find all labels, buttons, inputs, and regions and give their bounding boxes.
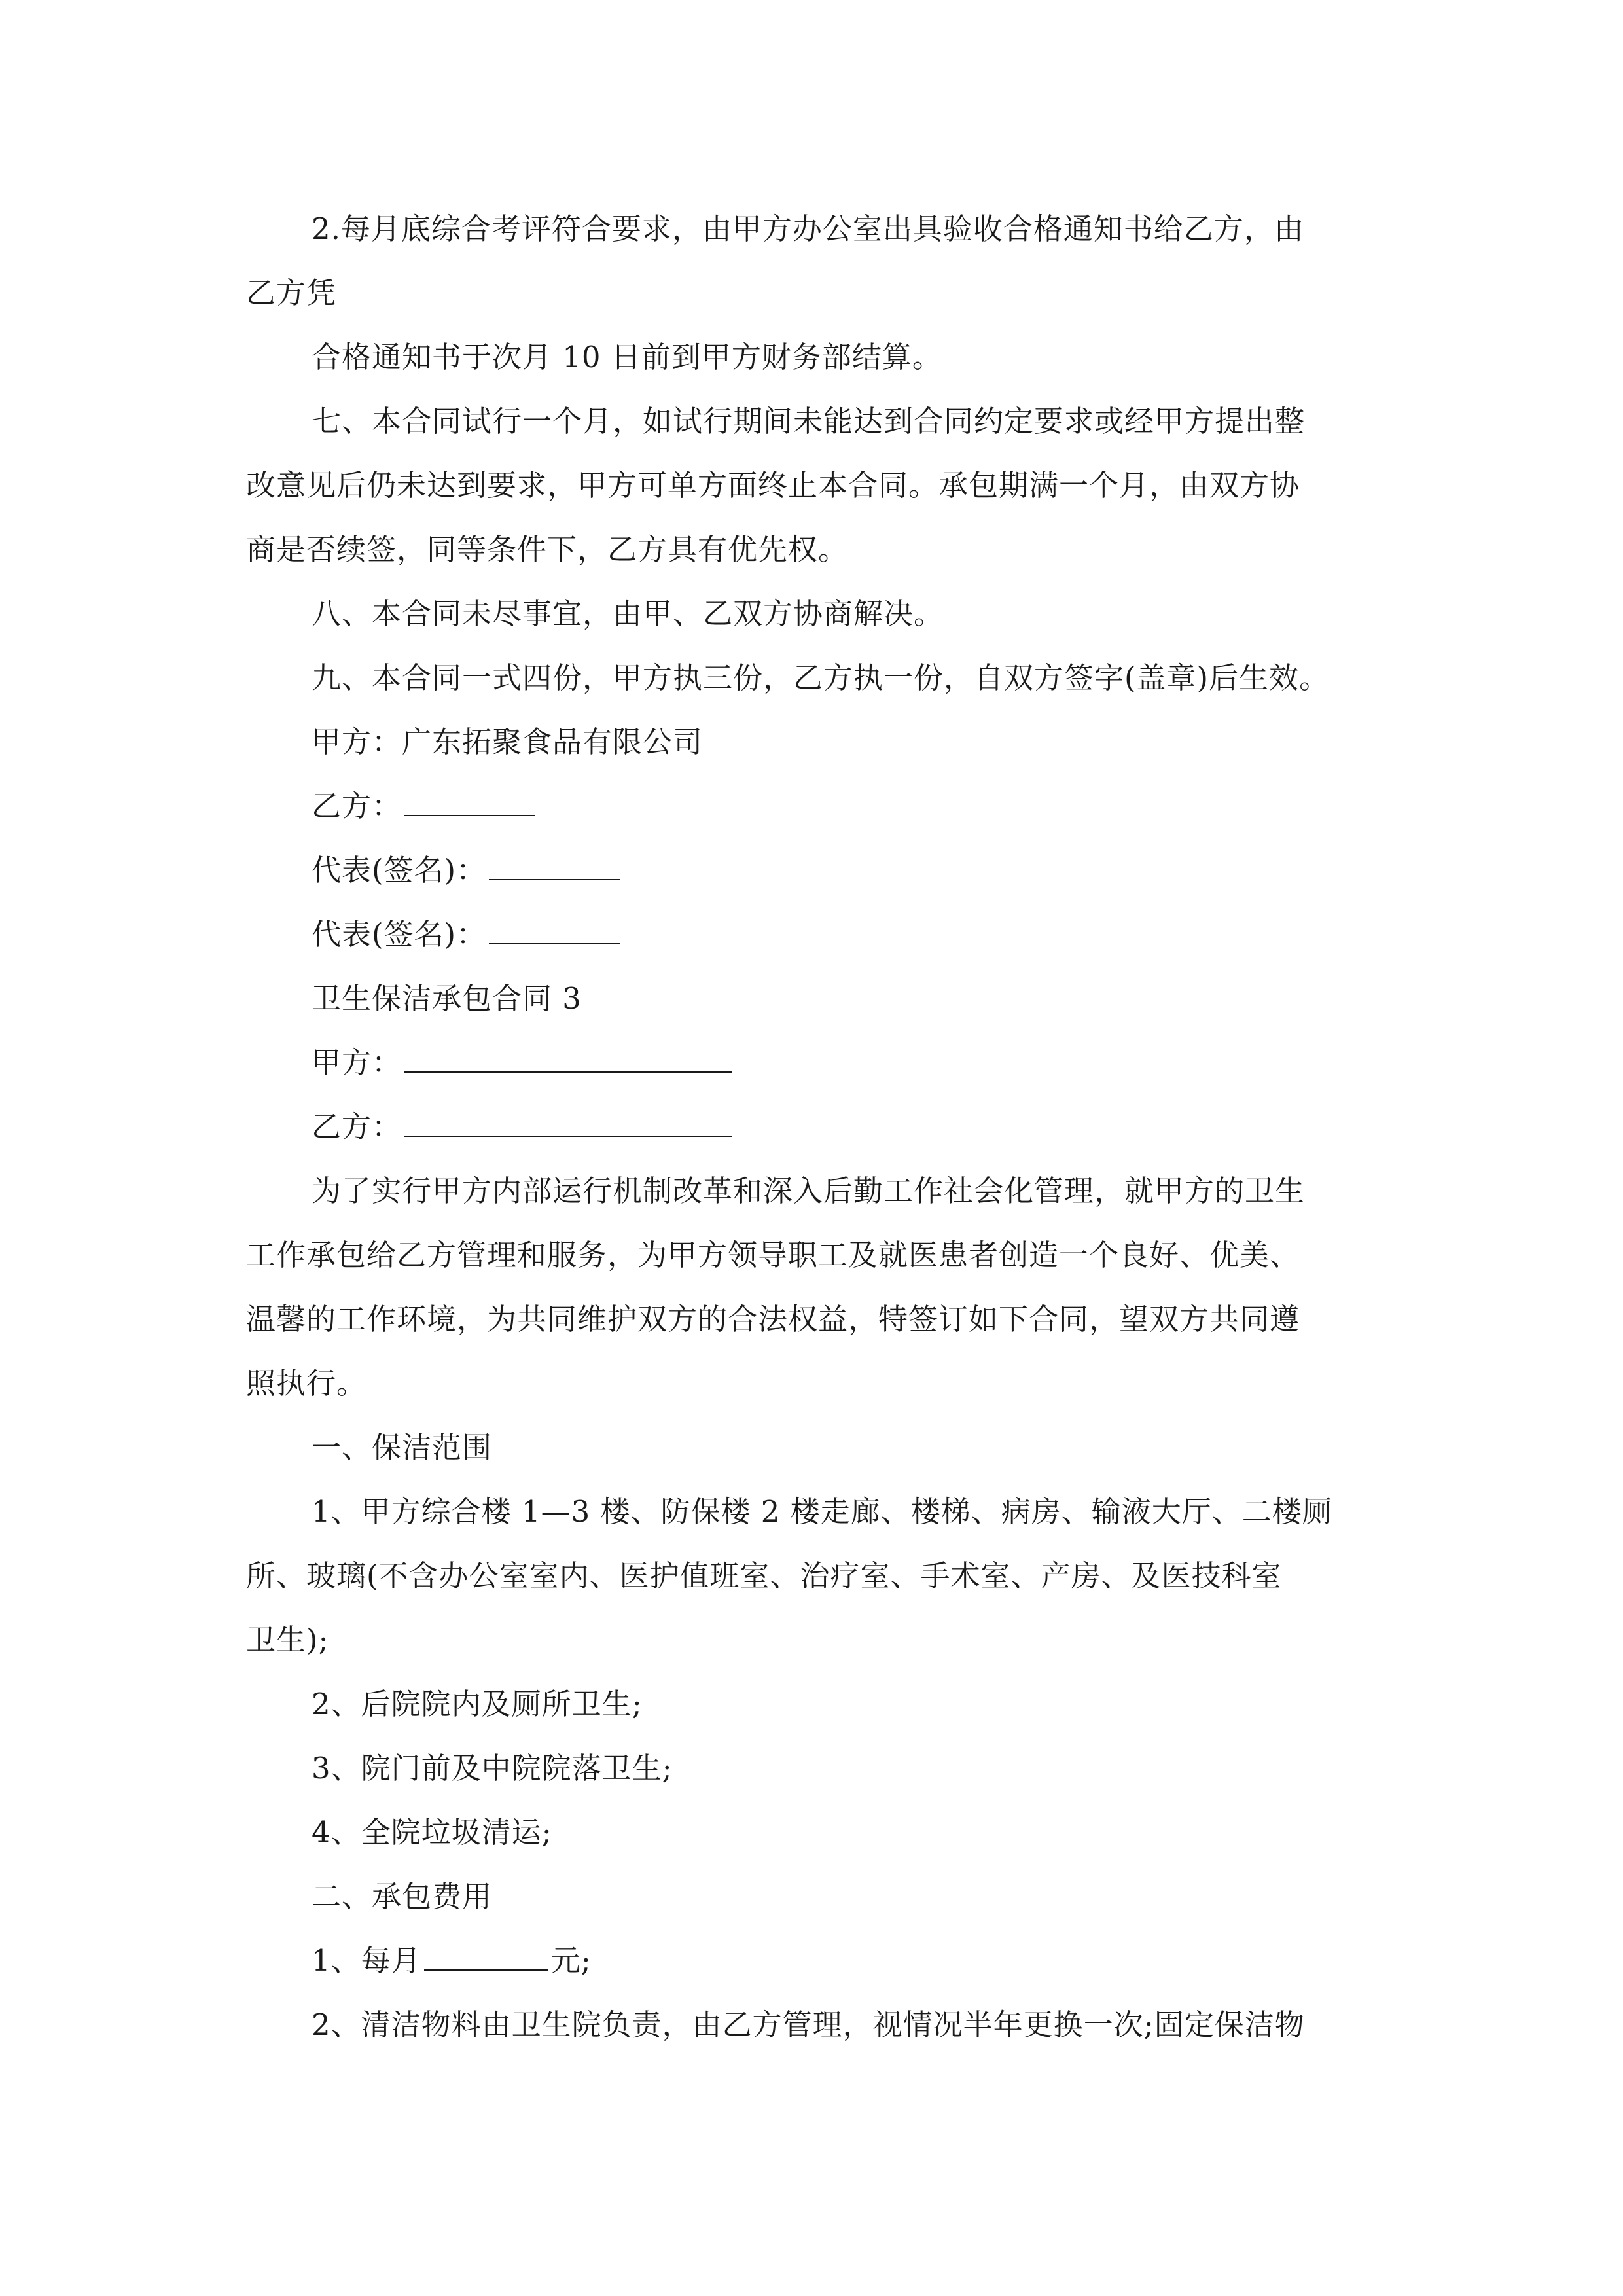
- contract3-party-b-line: [312, 1107, 732, 1147]
- clause-seven-line3: 商是否续签，同等条件下，乙方具有优先权。: [246, 532, 849, 567]
- fee-item-1-label: 1、每月: [312, 1943, 421, 1978]
- contract3-party-a-label: 甲方：: [312, 1045, 402, 1080]
- fee-item-1-line: [312, 1941, 592, 1981]
- representative-signature-line-2: [312, 915, 620, 954]
- representative-blank-2: [489, 917, 620, 944]
- section-heading-scope: 一、保洁范围: [312, 1430, 493, 1465]
- paragraph-settlement-line2: 乙方凭: [246, 276, 337, 310]
- clause-nine: 九、本合同一式四份，甲方执三份，乙方执一份，自双方签字(盖章)后生效。: [312, 660, 1330, 695]
- contract3-party-b-label: 乙方：: [312, 1109, 402, 1144]
- fee-item-1-unit: 元;: [550, 1943, 592, 1978]
- paragraph-settlement-line1: 2.每月底综合考评符合要求，由甲方办公室出具验收合格通知书给乙方，由: [312, 211, 1304, 246]
- paragraph-settlement-line3: 合格通知书于次月 10 日前到甲方财务部结算。: [312, 340, 942, 374]
- scope-item-1-line3: 卫生);: [246, 1623, 329, 1657]
- scope-item-4: 4、全院垃圾清运;: [312, 1815, 552, 1850]
- preamble-line4: 照执行。: [246, 1366, 367, 1401]
- representative-label-1: 代表(签名)：: [312, 853, 487, 888]
- fee-monthly-blank: [424, 1943, 548, 1971]
- preamble-line1: 为了实行甲方内部运行机制改革和深入后勤工作社会化管理，就甲方的卫生: [312, 1174, 1306, 1208]
- representative-signature-line-1: [312, 851, 620, 890]
- fee-item-2: 2、清洁物料由卫生院负责，由乙方管理，视情况半年更换一次;固定保洁物: [312, 2007, 1305, 2042]
- party-b-signature-line: [312, 787, 535, 826]
- representative-label-2: 代表(签名)：: [312, 917, 487, 952]
- section-heading-fees: 二、承包费用: [312, 1879, 493, 1914]
- party-b-label: 乙方：: [312, 789, 402, 823]
- clause-seven-line2: 改意见后仍未达到要求，甲方可单方面终止本合同。承包期满一个月，由双方协: [246, 468, 1300, 503]
- party-b-blank: [404, 789, 535, 816]
- contract3-party-b-blank: [404, 1109, 732, 1137]
- clause-seven-line1: 七、本合同试行一个月，如试行期间未能达到合同约定要求或经甲方提出整: [312, 404, 1306, 439]
- clause-eight: 八、本合同未尽事宜，由甲、乙双方协商解决。: [312, 596, 944, 631]
- scope-item-1-line1: 1、甲方综合楼 1—3 楼、防保楼 2 楼走廊、楼梯、病房、输液大厅、二楼厕: [312, 1494, 1332, 1529]
- scope-item-3: 3、院门前及中院院落卫生;: [312, 1751, 673, 1785]
- contract3-party-a-line: [312, 1043, 732, 1083]
- contract3-party-a-blank: [404, 1045, 732, 1073]
- preamble-line3: 温馨的工作环境，为共同维护双方的合法权益，特签订如下合同，望双方共同遵: [246, 1302, 1300, 1336]
- scope-item-1-line2: 所、玻璃(不含办公室室内、医护值班室、治疗室、手术室、产房、及医技科室: [246, 1558, 1282, 1593]
- representative-blank-1: [489, 853, 620, 880]
- party-a-signature: 甲方：广东拓聚食品有限公司: [312, 725, 704, 759]
- contract-title: 卫生保洁承包合同 3: [312, 981, 582, 1016]
- preamble-line2: 工作承包给乙方管理和服务，为甲方领导职工及就医患者创造一个良好、优美、: [246, 1238, 1300, 1272]
- scope-item-2: 2、后院院内及厕所卫生;: [312, 1687, 643, 1721]
